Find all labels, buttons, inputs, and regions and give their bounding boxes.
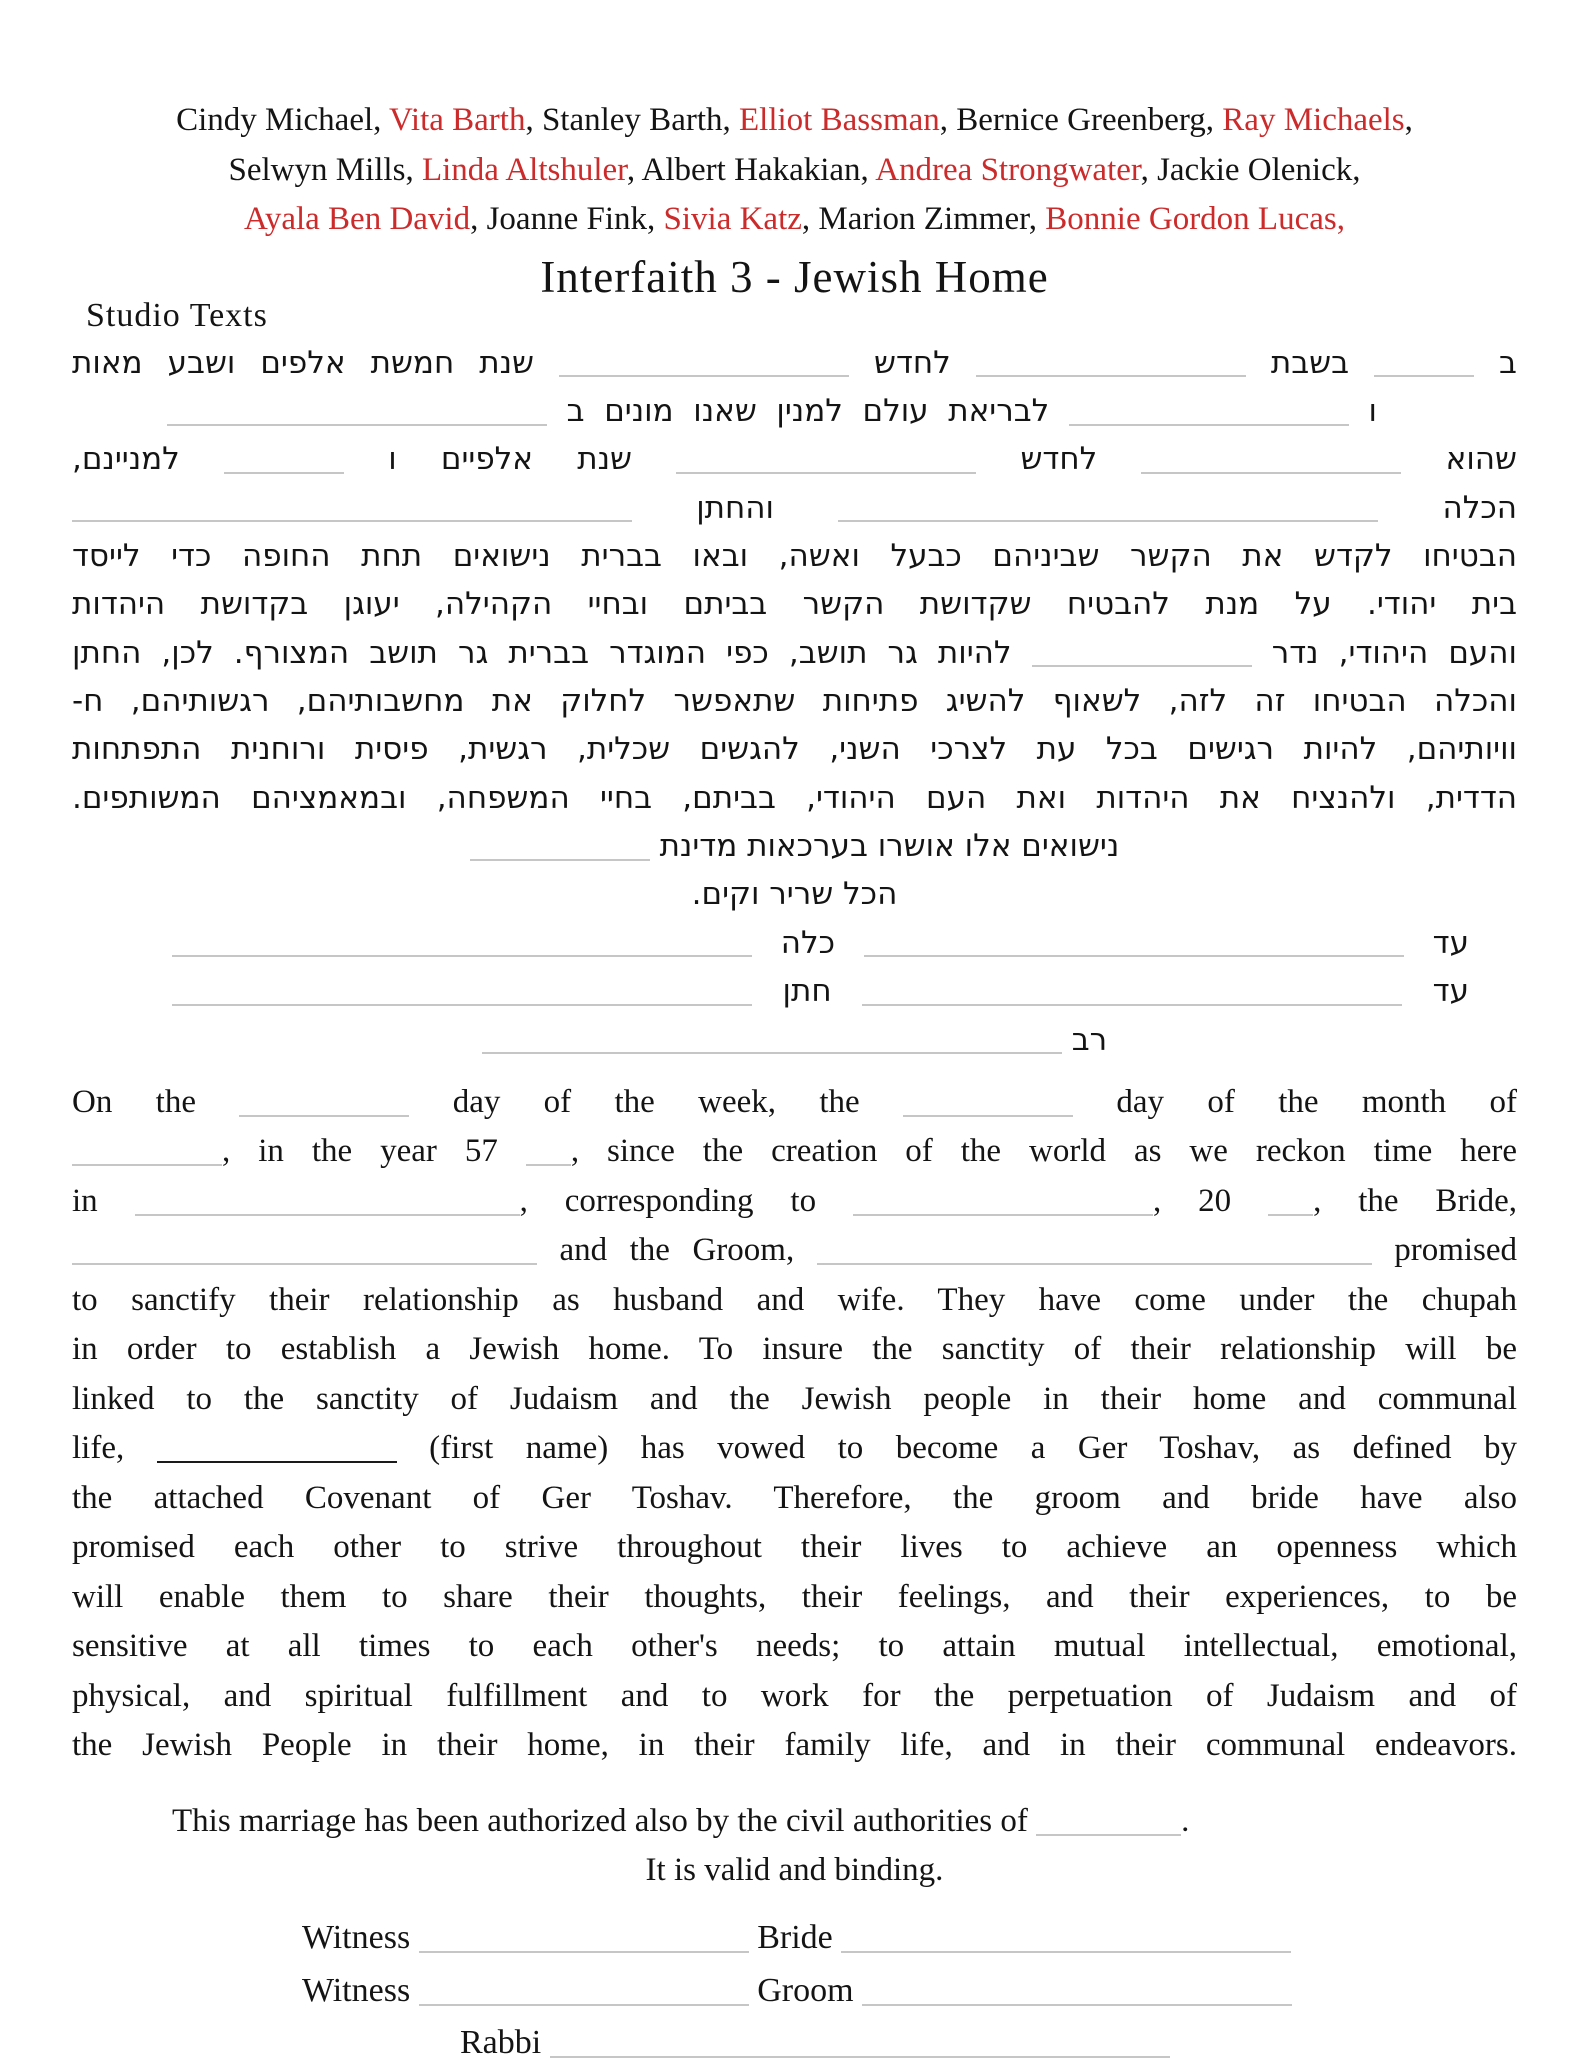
text-run: and the Groom, — [559, 1232, 795, 1269]
english-date-line-3 — [72, 1177, 1517, 1227]
text-run: להיות גר תושב, כפי המוגדר בברית גר תושב המצורף. לכן, החתן — [72, 634, 1012, 671]
text-run: לחדש — [874, 344, 951, 381]
blank-field — [862, 1975, 1292, 2006]
witness-bride-signature-line — [302, 1912, 1517, 1965]
blank-field — [559, 349, 849, 377]
text-run: Witness — [302, 1971, 411, 2009]
page-title: Interfaith 3 - Jewish Home — [540, 251, 1049, 302]
hebrew-civil-date-line — [72, 435, 1517, 483]
text-run: רב — [1071, 1021, 1108, 1058]
hebrew-witness-groom-line — [172, 967, 1469, 1015]
blank-field — [157, 1434, 397, 1464]
english-text-section — [72, 1078, 1517, 1896]
text-run: בשבת — [1270, 344, 1350, 381]
text-run: וויותיהם, להיות רגישים בכל עת לצרכי השני, להגשים שכלית, רגשית, פיסית ורוחנית התפתחות — [72, 731, 1517, 768]
witness-groom-signature-line — [302, 1965, 1517, 2018]
blank-field — [862, 978, 1402, 1006]
english-date-line-2 — [72, 1127, 1517, 1177]
studio-label: Studio Texts — [86, 296, 268, 334]
text-run: , — [1404, 102, 1413, 138]
text-run: ו — [1368, 392, 1377, 429]
text-run: Selwyn Mills, — [228, 151, 422, 188]
text-run: לחדש — [1020, 441, 1098, 478]
rabbi-signature-line — [460, 2017, 1517, 2070]
text-run: בית יהודי. על מנת להבטיח שקדושת הקשר בביתם ובחיי הקהילה, יעוגן בקדושת היהדות — [72, 586, 1517, 623]
blank-field — [1141, 446, 1401, 474]
text-run: Bride — [757, 1918, 833, 1956]
text-run: שהוא — [1445, 441, 1518, 478]
english-paragraph-line-5 — [72, 1474, 1517, 1524]
text-run: It is valid and binding. — [645, 1852, 944, 1889]
text-run: This marriage has been authorized also by the civil authorities of — [172, 1802, 1028, 1839]
text-run: in order to establish a Jewish home. To insure the sanctity of their relationship will be — [72, 1331, 1517, 1368]
english-paragraph-line-1 — [72, 1276, 1517, 1326]
text-run: the attached Covenant of Ger Toshav. Therefore, the groom and bride have also — [72, 1479, 1517, 1516]
text-run: Cindy Michael, — [176, 102, 390, 138]
blank-field — [172, 930, 752, 958]
blank-field — [817, 1236, 1372, 1266]
artist-name-highlighted: Ayala Ben David — [244, 201, 471, 237]
text-run: linked to the sanctity of Judaism and the Jewish people in their home and communal — [72, 1380, 1517, 1417]
blank-field — [1036, 1806, 1181, 1836]
artist-names-line-1 — [72, 96, 1517, 146]
blank-field — [841, 1922, 1291, 1953]
text-run: למניינם, — [72, 441, 180, 478]
blank-field — [167, 398, 547, 426]
hebrew-civil-authorization-line — [72, 822, 1517, 870]
text-run: the Jewish People in their home, in their family life, and in their communal endeavors. — [72, 1727, 1517, 1764]
blank-field — [72, 1236, 537, 1266]
text-run: , Bernice Greenberg, — [939, 102, 1223, 138]
english-date-line-1 — [72, 1078, 1517, 1128]
artist-name-highlighted: Linda Altshuler — [421, 151, 627, 188]
english-paragraph-line-3 — [72, 1375, 1517, 1425]
text-run: , Marion Zimmer, — [801, 201, 1046, 237]
english-paragraph-line-6 — [72, 1523, 1517, 1573]
blank-field — [224, 446, 344, 474]
blank-field — [903, 1087, 1073, 1117]
text-run: physical, and spiritual fulfillment and to work for the perpetuation of Judaism and of — [72, 1677, 1517, 1714]
text-run: עד — [1432, 924, 1469, 961]
blank-field — [72, 1137, 222, 1167]
text-run: (first name) has vowed to become a Ger Toshav, as defined by — [429, 1430, 1518, 1467]
blank-field — [550, 2028, 1170, 2059]
text-run: , since the creation of the world as we reckon time here — [570, 1133, 1517, 1170]
hebrew-hebrew-date-line — [72, 339, 1517, 387]
artist-name-highlighted: Sivia Katz — [663, 201, 802, 237]
signature-section — [72, 1912, 1517, 2070]
text-run: , the Bride, — [1313, 1182, 1518, 1219]
text-run: ב — [1499, 344, 1517, 381]
text-run: Groom — [757, 1971, 854, 2009]
text-run: נישואים אלו אושרו בערכאות מדינת — [659, 828, 1120, 865]
blank-field — [1032, 639, 1252, 667]
text-run: . — [1181, 1802, 1190, 1839]
text-run: כלה — [780, 924, 836, 961]
hebrew-witness-bride-line — [172, 919, 1469, 967]
english-ger-toshav-line — [72, 1424, 1517, 1474]
hebrew-vow-paragraph-line-1 — [72, 532, 1517, 580]
text-run: , Jackie Olenick, — [1140, 151, 1361, 188]
text-run: promised each other to strive throughout their lives to achieve an openness which — [72, 1529, 1517, 1566]
english-paragraph-line-9 — [72, 1672, 1517, 1722]
artist-name-highlighted: Andrea Strongwater — [875, 151, 1141, 188]
blank-field — [864, 930, 1404, 958]
blank-field — [72, 494, 632, 522]
text-run: On the — [72, 1083, 196, 1120]
text-run: הדדית, ולהנציח את היהדות ואת העם היהודי, בביתם, בחיי המשפחה, ובמאמציהם המשותפים. — [72, 779, 1517, 816]
blank-field — [239, 1087, 409, 1117]
artist-names-header — [72, 96, 1517, 245]
hebrew-vow-paragraph-line-5 — [72, 725, 1517, 773]
blank-field — [853, 1186, 1153, 1216]
hebrew-vow-paragraph-line-2 — [72, 580, 1517, 628]
hebrew-bride-groom-line — [72, 484, 1517, 532]
english-paragraph-line-8 — [72, 1622, 1517, 1672]
blank-field — [1069, 398, 1349, 426]
text-run: , Joanne Fink, — [470, 201, 664, 237]
text-run: will enable them to share their thoughts, their feelings, and their experiences, to be — [72, 1578, 1517, 1615]
blank-field — [172, 978, 752, 1006]
text-run: שנת אלפיים ו — [388, 441, 632, 478]
blank-field — [482, 1026, 1062, 1054]
hebrew-vow-paragraph-line-4 — [72, 677, 1517, 725]
text-run: to sanctify their relationship as husband and wife. They have come under the chupah — [72, 1281, 1517, 1318]
hebrew-valid-binding-line — [72, 870, 1517, 918]
artist-name-highlighted: Ray Michaels — [1222, 102, 1405, 138]
english-paragraph-line-2 — [72, 1325, 1517, 1375]
text-run: , in the year 57 — [222, 1133, 498, 1170]
artist-name-highlighted: Elliot Bassman — [739, 102, 940, 138]
english-civil-authorities-line — [172, 1797, 1517, 1847]
text-run: , 20 — [1153, 1182, 1232, 1219]
hebrew-vow-paragraph-line-6 — [72, 774, 1517, 822]
text-run: Witness — [302, 1918, 411, 1956]
blank-field — [470, 833, 650, 861]
text-run: life, — [72, 1430, 125, 1467]
text-run: in — [72, 1182, 98, 1219]
text-run: לבריאת עולם למנין שאנו מונים ב — [566, 392, 1050, 429]
text-run: חתן — [782, 973, 832, 1010]
english-valid-binding-line — [72, 1846, 1517, 1896]
text-run: Rabbi — [460, 2024, 542, 2062]
title-band — [72, 253, 1517, 339]
hebrew-creation-year-line — [167, 387, 1377, 435]
text-run: sensitive at all times to each other's needs; to attain mutual intellectual, emotional, — [72, 1628, 1517, 1665]
english-paragraph-line-7 — [72, 1573, 1517, 1623]
hebrew-text-section — [72, 339, 1517, 1064]
blank-field — [419, 1922, 749, 1953]
text-run: הכל שריר וקים. — [691, 876, 898, 913]
hebrew-ger-toshav-line — [72, 629, 1517, 677]
text-run: , Stanley Barth, — [525, 102, 740, 138]
text-run: הבטיחו לקדש את הקשר שביניהם כבעל ואשה, ובאו בברית נישואים תחת החופה כדי לייסד — [72, 537, 1517, 574]
blank-field — [676, 446, 976, 474]
hebrew-rabbi-line — [72, 1016, 1517, 1064]
text-run: , Albert Hakakian, — [626, 151, 876, 188]
text-run: day of the month of — [1116, 1083, 1518, 1120]
text-run: promised — [1394, 1232, 1518, 1269]
text-run: , corresponding to — [519, 1182, 817, 1219]
blank-field — [976, 349, 1246, 377]
text-run: שנת חמשת אלפים ושבע מאות — [72, 344, 534, 381]
artist-names-line-2 — [72, 146, 1517, 196]
artist-names-line-3 — [72, 195, 1517, 245]
text-run: day of the week, the — [452, 1083, 860, 1120]
text-run: והעם היהודי, נדר — [1271, 634, 1518, 671]
blank-field — [526, 1137, 571, 1167]
artist-name-highlighted: Vita Barth — [389, 102, 526, 138]
blank-field — [135, 1186, 520, 1216]
blank-field — [1268, 1186, 1313, 1216]
blank-field — [1374, 349, 1474, 377]
text-run: הכלה — [1442, 489, 1518, 526]
blank-field — [419, 1975, 749, 2006]
text-run: עד — [1432, 973, 1469, 1010]
blank-field — [838, 494, 1378, 522]
artist-name-highlighted: Bonnie Gordon Lucas, — [1045, 201, 1345, 237]
text-run: והחתן — [696, 489, 775, 526]
english-bride-groom-line — [72, 1226, 1517, 1276]
english-paragraph-line-10 — [72, 1721, 1517, 1771]
text-run: והכלה הבטיחו זה לזה, לשאוף להשיג פתיחות שתאפשר לחלוק את מחשבותיהם, רגשותיהם, ח- — [72, 683, 1517, 720]
